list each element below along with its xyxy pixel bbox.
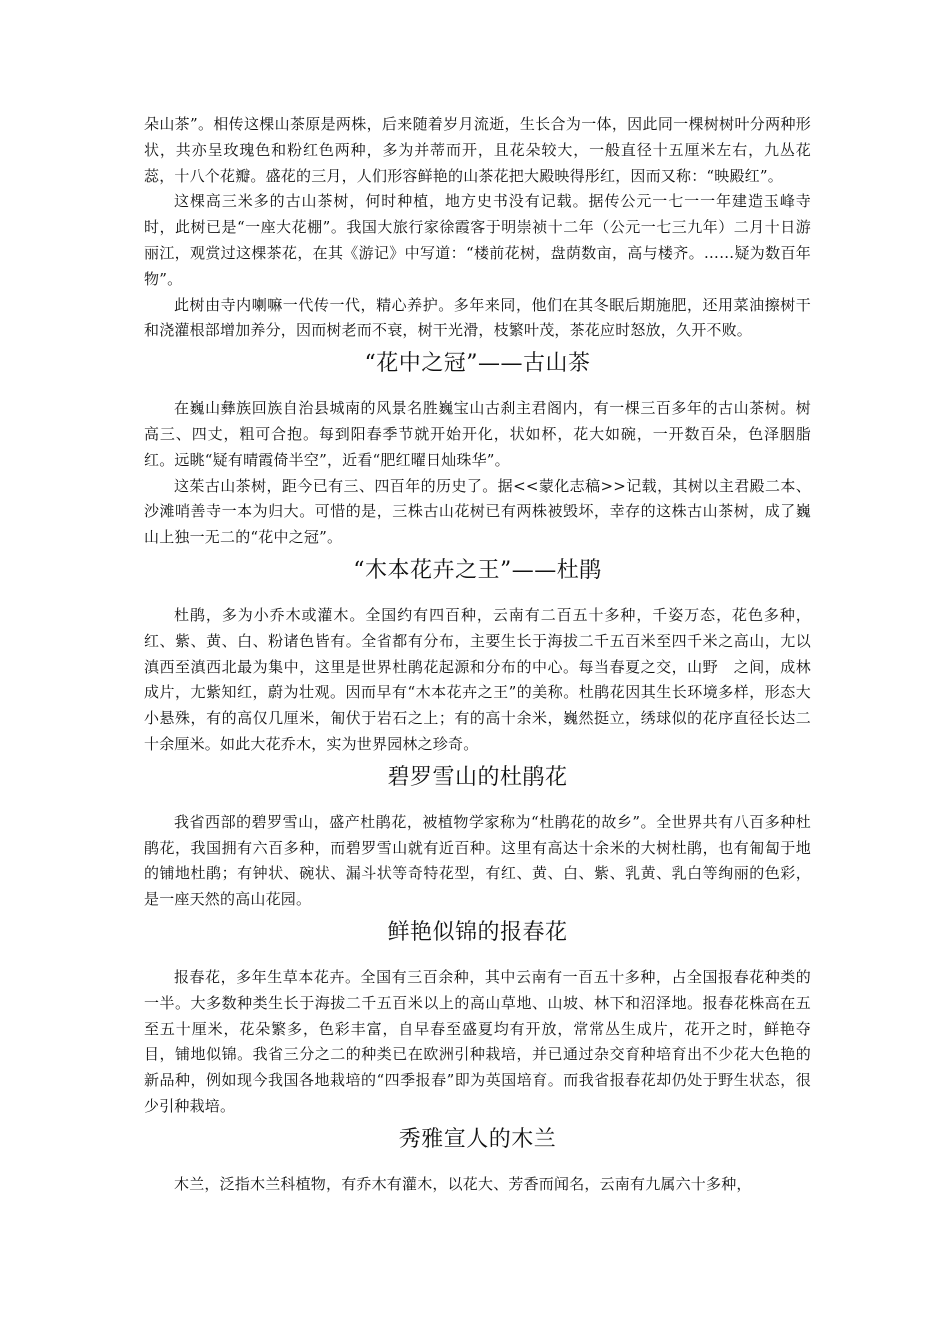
camellia-paragraph-2: 这茱古山茶树，距今已有三、四百年的历史了。据<<蒙化志稿>>记载，其树以主君殿二本、沙滩哨善寺一本为归大。可惜的是，三株古山花树已有两株被毁坏，幸存的这株古山茶树，成了巍山上独一无二的“花中之冠”。	[144, 476, 811, 547]
magnolia-paragraph-1: 木兰，泛指木兰科植物，有乔木有灌木，以花大、芳香而闻名，云南有九属六十多种，	[174, 1174, 752, 1193]
section-title-biluo-azalea: 碧罗雪山的杜鹃花	[387, 764, 568, 790]
intro-paragraph-3: 此树由寺内喇嘛一代传一代，精心养护。多年来同，他们在其冬眠后期施肥，还用菜油擦树干和浇灌根部增加养分，因而树老而不衰，树干光滑，枝繁叶茂，茶花应时怒放，久开不败。	[144, 295, 811, 340]
intro-paragraph-2: 这棵高三米多的古山茶树，何时种植，地方史书没有记载。据传公元一七一一年建造玉峰寺时，此树已是“一座大花棚”。我国大旅行家徐霞客于明崇祯十二年（公元一七三九年）二月十日游丽江，观赏过这棵茶花，在其《游记》中写道：“楼前花树，盘荫数亩，高与楼齐。……疑为数百年物”。	[144, 192, 811, 288]
intro-paragraph-1: 朵山茶”。相传这棵山茶原是两株，后来随着岁月流逝，生长合为一体，因此同一棵树树叶分两种形状，共亦呈玫瑰色和粉红色两种，多为并蒂而开，且花朵较大，一般直径十五厘米左右，九丛花蕊，十八个花瓣。盛花的三月，人们形容鲜艳的山茶花把大殿映得彤红，因而又称：“映殿红”。	[144, 115, 811, 185]
camellia-paragraph-1: 在巍山彝族回族自治县城南的风景名胜巍宝山古刹主君阁内，有一棵三百多年的古山茶树。树高三、四丈，粗可合抱。每到阳春季节就开始开化，状如杯，花大如碗，一开数百朵，色泽胭脂红。远眺“疑有晴霞倚半空”，近看“肥红曜日灿珠华”。	[144, 399, 811, 469]
section-title-camellia: “花中之冠”——古山茶	[364, 351, 591, 377]
document-page	[144, 112, 811, 1198]
primrose-paragraph-1: 报春花，多年生草本花卉。全国有三百余种，其中云南有一百五十多种，占全国报春花种类的一半。大多数种类生长于海拔二千五百米以上的高山草地、山坡、林下和沼泽地。报春花株高在五至五十厘米，花朵繁多，色彩丰富，自早春至盛夏均有开放，常常丛生成片，花开之时，鲜艳夺目，铺地似锦。我省三分之二的种类已在欧洲引种栽培，并已通过杂交育种培育出不少花大色艳的新品种，例如现今我国各地栽培的“四季报春”即为英国培育。而我省报春花却仍处于野生状态，很少引种栽培。	[144, 967, 811, 1115]
section-title-azalea-king: “木本花卉之王”——杜鹃	[353, 557, 602, 583]
biluo-paragraph-1: 我省西部的碧罗雪山，盛产杜鹃花，被植物学家称为“杜鹃花的故乡”。全世界共有八百多种杜鹃花，我国拥有六百多种，而碧罗雪山就有近百种。这里有高达十余米的大树杜鹃，也有匍匐于地的铺地杜鹃；有钟状、碗状、漏斗状等奇特花型，有红、黄、白、紫、乳黄、乳白等绚丽的色彩，是一座天然的高山花园。	[144, 812, 811, 909]
section-title-magnolia: 秀雅宣人的木兰	[398, 1126, 557, 1152]
azalea-paragraph-1: 杜鹃，多为小乔木或灌木。全国约有四百种，云南有二百五十多种，千姿万态，花色多种，红、紫、黄、白、粉诸色皆有。全省都有分布，主要生长于海拔二千五百米至四千米之高山，尢以滇西至滇西北最为集中，这里是世界杜鹃花起源和分布的中心。每当春夏之交，山野 之间，成林成片，尢紫知红，蔚为壮观。因而早有“木本花卉之王”的美称。杜鹃花因其生长环境多样，形态大小悬殊，有的高仅几厘米，匍伏于岩石之上；有的高十余米，巍然挺立，绣球似的花序直径长达二十余厘米。如此大花乔木，实为世界园林之珍奇。	[144, 605, 811, 753]
section-title-primrose: 鲜艳似锦的报春花	[387, 919, 568, 945]
